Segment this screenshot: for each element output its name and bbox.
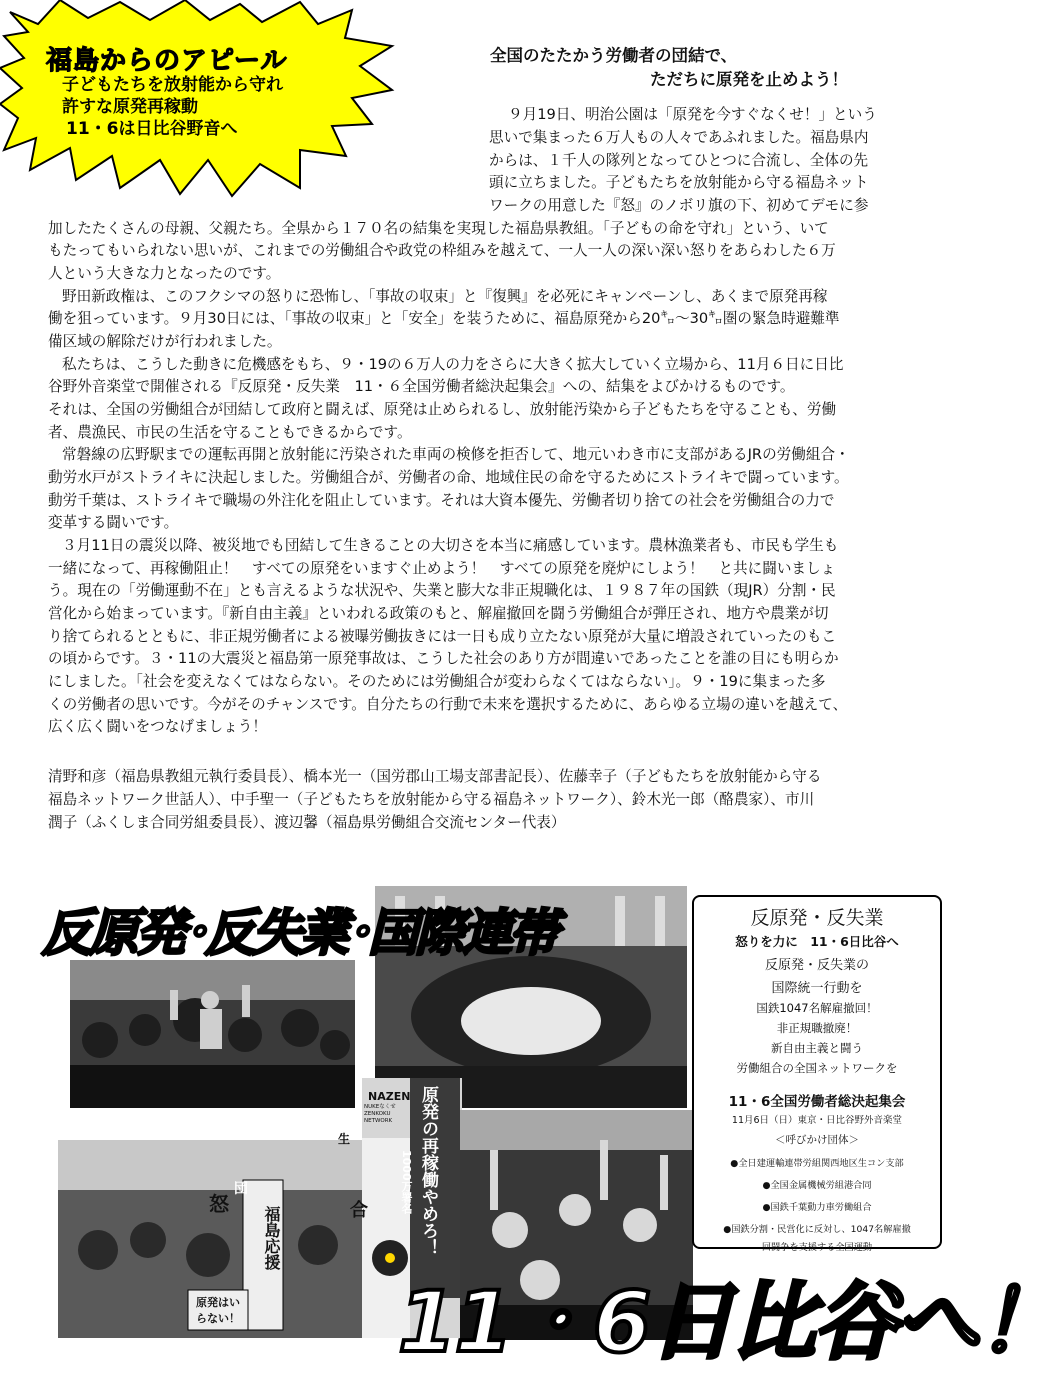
body-line: くの労働者の思いです。今がそのチャンスです。自分たちの行動で未来を選択するために、あらゆる立場の違いを越えて、 [48, 696, 848, 713]
organizer-item: ●全国金属機械労組港合同 [762, 1180, 872, 1191]
body-line: それは、全国の労働組合が団結して政府と闘えば、原発は止められるし、放射能汚染から子どもたちを守ることも、労働 [48, 401, 837, 418]
sign-kumi: 合 [347, 1200, 368, 1218]
body-line: ワークの用意した『怒』のノボリ旗の下、初めてデモに参 [489, 197, 869, 214]
appeal-line-2: 許すな原発再稼動 [62, 97, 198, 117]
body-line: ３月11日の震災以降、被災地でも団結して生きることの大切さを本当に痛感しています。農林漁業者も、市民も学生も [62, 537, 839, 554]
sign-dan: 団 [234, 1181, 248, 1197]
organizer-item: ●国鉄分割・民営化に反対し、1047名解雇撤 [723, 1224, 911, 1235]
body-line: もたってもいられない思いが、これまでの労働組合や政党の枠組みを越えて、一人一人の深い深い怒りをあらわした６万 [48, 242, 836, 259]
appeal-line-3: 11・6は日比谷野音へ [66, 119, 238, 139]
body-line: 加したたくさんの母親、父親たち。全県から１７０名の結集を実現した福島県教組。「子どもの命を守れ」という、いて [48, 220, 829, 237]
headline-line-2: ただちに原発を止めよう！ [650, 70, 848, 89]
organizer-item: ●国鉄千葉動力車労働組合 [762, 1202, 872, 1213]
body-line: 野田新政権は、このフクシマの怒りに恐怖し、「事故の収束」と『復興』を必死にキャンペーンし、あくまで原発再稼 [62, 288, 828, 305]
body-line: う。現在の「労働運動不在」とも言えるような状況や、失業と膨大な非正規職化は、１９８７年の国鉄（現JR）分割・民 [48, 582, 836, 599]
body-line: 頭に立ちました。子どもたちを放射能から守る福島ネット [489, 174, 869, 191]
banner-title: 反原発･反失業･国際連帯 [42, 904, 556, 962]
signature-count: 1000万署名 [400, 1150, 413, 1214]
event-detail: 11月6日（日）東京・日比谷野外音楽堂 [731, 1115, 903, 1126]
info-small-line: 非正規職撤廃！ [776, 1021, 858, 1035]
restart-banner-text: 原発の再稼働やめろ！ [418, 1086, 438, 1256]
body-line: り捨てられるとともに、非正規労働者による被曝労働抜きには一日も成り立たない原発が大量に増設されていったのもこ [48, 628, 837, 645]
starburst-badge [0, 0, 400, 200]
body-line: からは、１千人の隊列となってひとつに合流し、全体の先 [489, 152, 869, 169]
banner-date: 11・6日比谷へ！ [398, 1273, 1059, 1371]
organizers-label: ＜呼びかけ団体＞ [775, 1134, 859, 1146]
sign-fukushima: 福島応援 [262, 1206, 281, 1270]
info-small-line: 新自由主義と闘う [771, 1041, 863, 1055]
signers-line: 潤子（ふくしま合同労組委員長）、渡辺馨（福島県労働組合交流センター代表） [48, 814, 566, 831]
body-line: 者、農漁民、市民の生活を守ることもできるからです。 [48, 424, 412, 441]
body-line: 動労水戸がストライキに決起しました。労働組合が、労働者の命、地域住民の命を守るためにストライキで闘っています。 [48, 469, 849, 486]
body-line: にしました。「社会を変えなくてはならない。そのためには労働組合が変わらなくてはならない」。９・19に集まった多 [48, 673, 826, 690]
organizer-item: ●全日建運輸連帯労組関西地区生コン支部 [730, 1158, 904, 1169]
body-line: 谷野外音楽堂で開催される『反原発・反失業 11・６全国労働者総決起集会』への、結集をよびかけるものです。 [48, 378, 795, 395]
body-line: 私たちは、こうした動きに危機感をもち、９・19の６万人の力をさらに大きく拡大していく立場から、11月６日に日比 [62, 356, 844, 373]
body-line: 備区域の解除だけが行われました。 [48, 333, 282, 350]
info-line: 反原発・反失業の [764, 958, 869, 973]
info-line: 国際統一行動を [771, 981, 863, 996]
nazen-subtitle: NUKEなくせ ZENKOKU NETWORK [364, 1104, 396, 1124]
sign-ikari: 怒 [209, 1192, 229, 1216]
event-name: 11・6全国労働者総決起集会 [728, 1094, 906, 1110]
organizer-item: 回闘争を支援する全国運動 [761, 1242, 873, 1253]
info-small-line: 国鉄1047名解雇撤回！ [756, 1001, 878, 1015]
appeal-title: 福島からのアピール [46, 46, 288, 76]
body-line: 働を狙っています。９月30日には、「事故の収束」と「安全」を装うために、福島原発から20㌔～30㌔圏の緊急時避難準 [48, 310, 840, 327]
body-line: 広く広く闘いをつなげましょう！ [48, 718, 267, 735]
signers-line: 清野和彦（福島県教組元執行委員長）、橋本光一（国労郡山工場支部書記長）、佐藤幸子（子どもたちを放射能から守る [48, 768, 822, 785]
body-line: 営化から始まっています。『新自由主義』といわれる政策のもと、解雇撤回を闘う労働組合が弾圧され、地方や農業が切 [48, 605, 829, 622]
body-line: 一緒になって、再稼働阻止！ すべての原発をいますぐ止めよう！ すべての原発を廃炉にしよう！ と共に闘いましょ [48, 560, 836, 577]
sign-genpatsu: 原発はいらない！ [196, 1296, 240, 1325]
headline-line-1: 全国のたたかう労働者の団結で、 [490, 46, 738, 65]
sign-sei: 生 [338, 1132, 351, 1146]
body-line: 常磐線の広野駅までの運転再開と放射能に汚染された車両の検修を拒否して、地元いわき市に支部があるJRの労働組合・ [62, 446, 850, 463]
body-line: ９月19日、明治公園は「原発を今すぐなくせ！」という [508, 106, 877, 123]
signers-line: 福島ネットワーク世話人）、中手聖一（子どもたちを放射能から守る福島ネットワーク）、鈴木光一郎（酪農家）、市川 [48, 791, 815, 808]
body-line: 思いで集まった６万人もの人々であふれました。福島県内 [489, 129, 869, 146]
info-small-line: 労働組合の全国ネットワークを [736, 1061, 898, 1075]
rally-photo-crowd [70, 960, 355, 1108]
body-line: 動労千葉は、ストライキで職場の外注化を阻止しています。それは大資本優先、労働者切り捨ての社会を労働組合の力で [48, 492, 835, 509]
body-line: 変革する闘いです。 [48, 514, 179, 531]
body-line: 人という大きな力となったのです。 [48, 265, 281, 282]
nazen-logo: NAZEN [368, 1090, 411, 1103]
event-info-box [692, 895, 942, 1253]
info-title: 反原発・反失業 [750, 907, 884, 929]
appeal-line-1: 子どもたちを放射能から守れ [62, 75, 283, 95]
info-subtitle: 怒りを力に 11・6日比谷へ [735, 934, 899, 949]
body-line: の頃からです。３・11の大震災と福島第一原発事故は、こうした社会のあり方が間違いであったことを誰の目にも明らか [48, 650, 839, 667]
